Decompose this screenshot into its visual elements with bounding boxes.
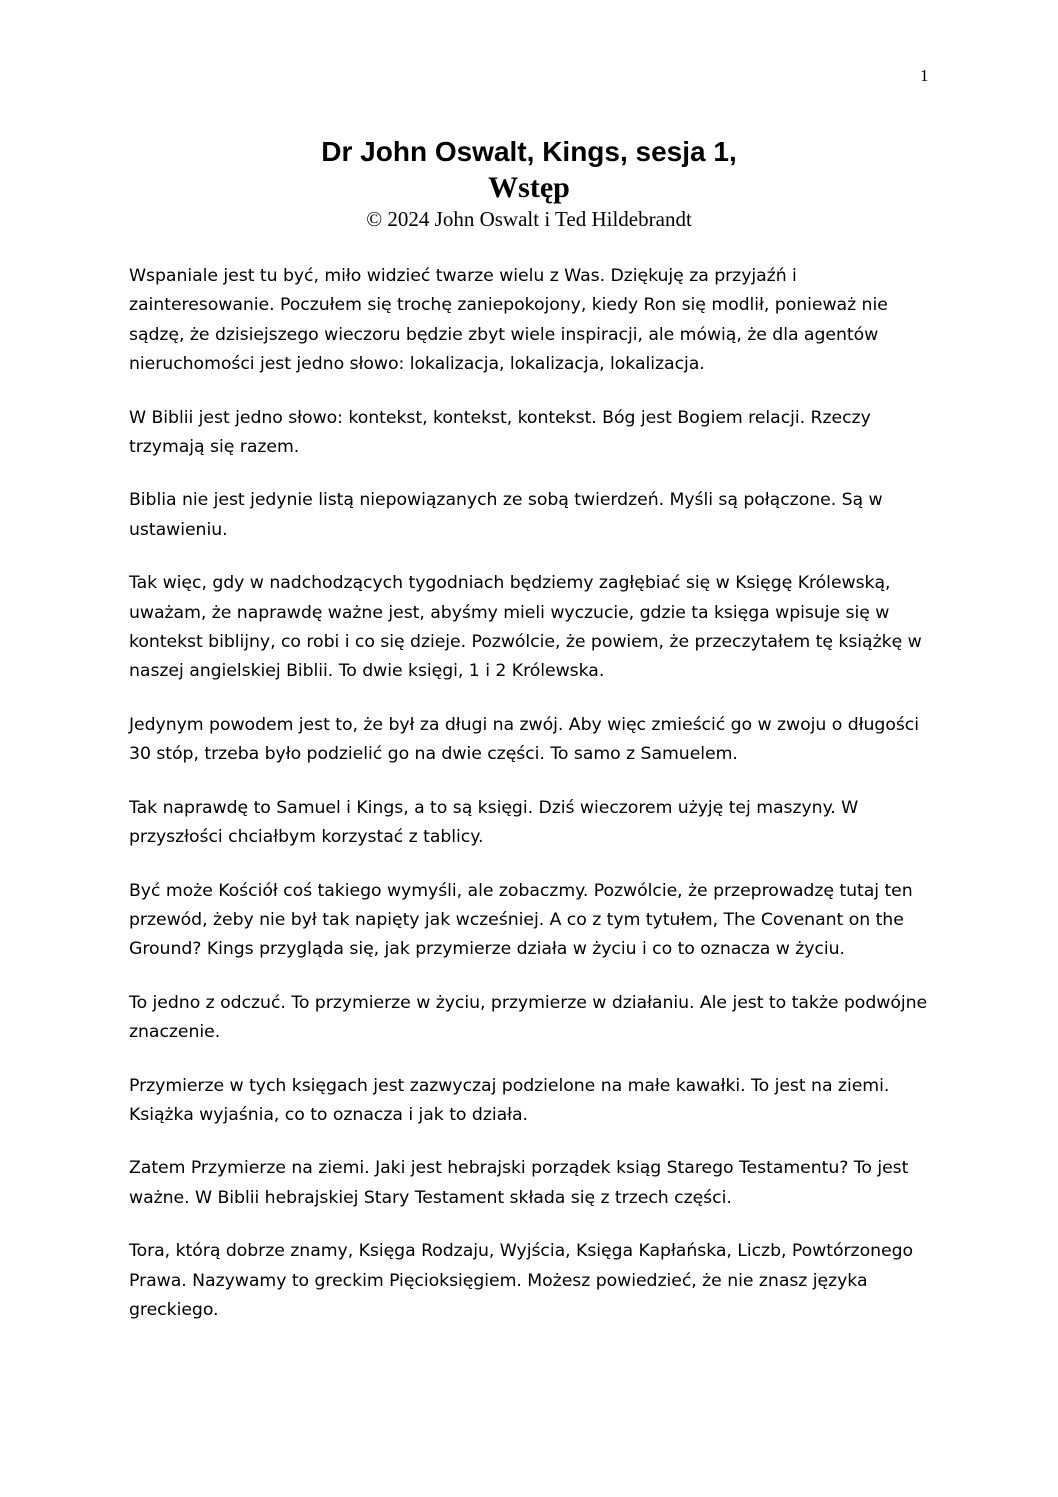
paragraph: Biblia nie jest jedynie listą niepowiązanych ze sobą twierdzeń. Myśli są połączone. Są w ustawieniu. xyxy=(129,490,883,540)
paragraph: Wspaniale jest tu być, miło widzieć twarze wielu z Was. Dziękuję za przyjaźń i zainteresowanie. Poczułem się trochę zaniepokojony, kiedy Ron się modlił, ponieważ nie sądzę, że dzisiejszego wieczoru będzie zbyt wiele inspiracji, ale mówią, że dla agentów nieruchomości jest jedno słowo: lokalizacja, lokalizacja, lokalizacja. xyxy=(129,266,888,375)
paragraph: W Biblii jest jedno słowo: kontekst, kontekst, kontekst. Bóg jest Bogiem relacji. Rzeczy trzymają się razem. xyxy=(129,407,871,458)
paragraph: To jedno z odczuć. To przymierze w życiu, przymierze w działaniu. Ale jest to także podwójne znaczenie. xyxy=(129,992,928,1043)
document-title: Dr John Oswalt, Kings, sesja 1, xyxy=(321,136,737,167)
document-header xyxy=(0,134,1058,232)
paragraph: Zatem Przymierze na ziemi. Jaki jest hebrajski porządek ksiąg Starego Testamentu? To jest ważne. W Biblii hebrajskiej Stary Testament składa się z trzech części. xyxy=(129,1158,909,1208)
document-subtitle: Wstęp xyxy=(488,171,570,204)
paragraph: Przymierze w tych księgach jest zazwyczaj podzielone na małe kawałki. To jest na ziemi. Książka wyjaśnia, co to oznacza i jak to działa. xyxy=(129,1075,890,1125)
document-body xyxy=(129,262,929,1349)
paragraph: Być może Kościół coś takiego wymyśli, ale zobaczmy. Pozwólcie, że przeprowadzę tutaj ten przewód, żeby nie był tak napięty jak wcześniej. A co z tym tytułem, The Covenant on the Ground? Kings przygląda się, jak przymierze działa w życiu i co to oznacza w życiu. xyxy=(129,880,913,960)
paragraph: Tora, którą dobrze znamy, Księga Rodzaju, Wyjścia, Księga Kapłańska, Liczb, Powtórzonego Prawa. Nazywamy to greckim Pięcioksięgiem. Możesz powiedzieć, że nie znasz języka greckiego. xyxy=(129,1241,914,1320)
page-number: 1 xyxy=(920,66,929,85)
paragraph: Tak więc, gdy w nadchodzących tygodniach będziemy zagłębiać się w Księgę Królewską, uważam, że naprawdę ważne jest, abyśmy mieli wyczucie, gdzie ta księga wpisuje się w kontekst biblijny, co robi i co się dzieje. Pozwólcie, że powiem, że przeczytałem tę książkę w naszej angielskiej Biblii. To dwie księgi, 1 i 2 Królewska. xyxy=(129,573,922,682)
paragraph: Tak naprawdę to Samuel i Kings, a to są księgi. Dziś wieczorem użyję tej maszyny. W przyszłości chciałbym korzystać z tablicy. xyxy=(129,797,859,848)
paragraph: Jedynym powodem jest to, że był za długi na zwój. Aby więc zmieścić go w zwoju o długości 30 stóp, trzeba było podzielić go na dwie części. To samo z Samuelem. xyxy=(129,714,919,765)
copyright-notice: © 2024 John Oswalt i Ted Hildebrandt xyxy=(366,207,692,231)
